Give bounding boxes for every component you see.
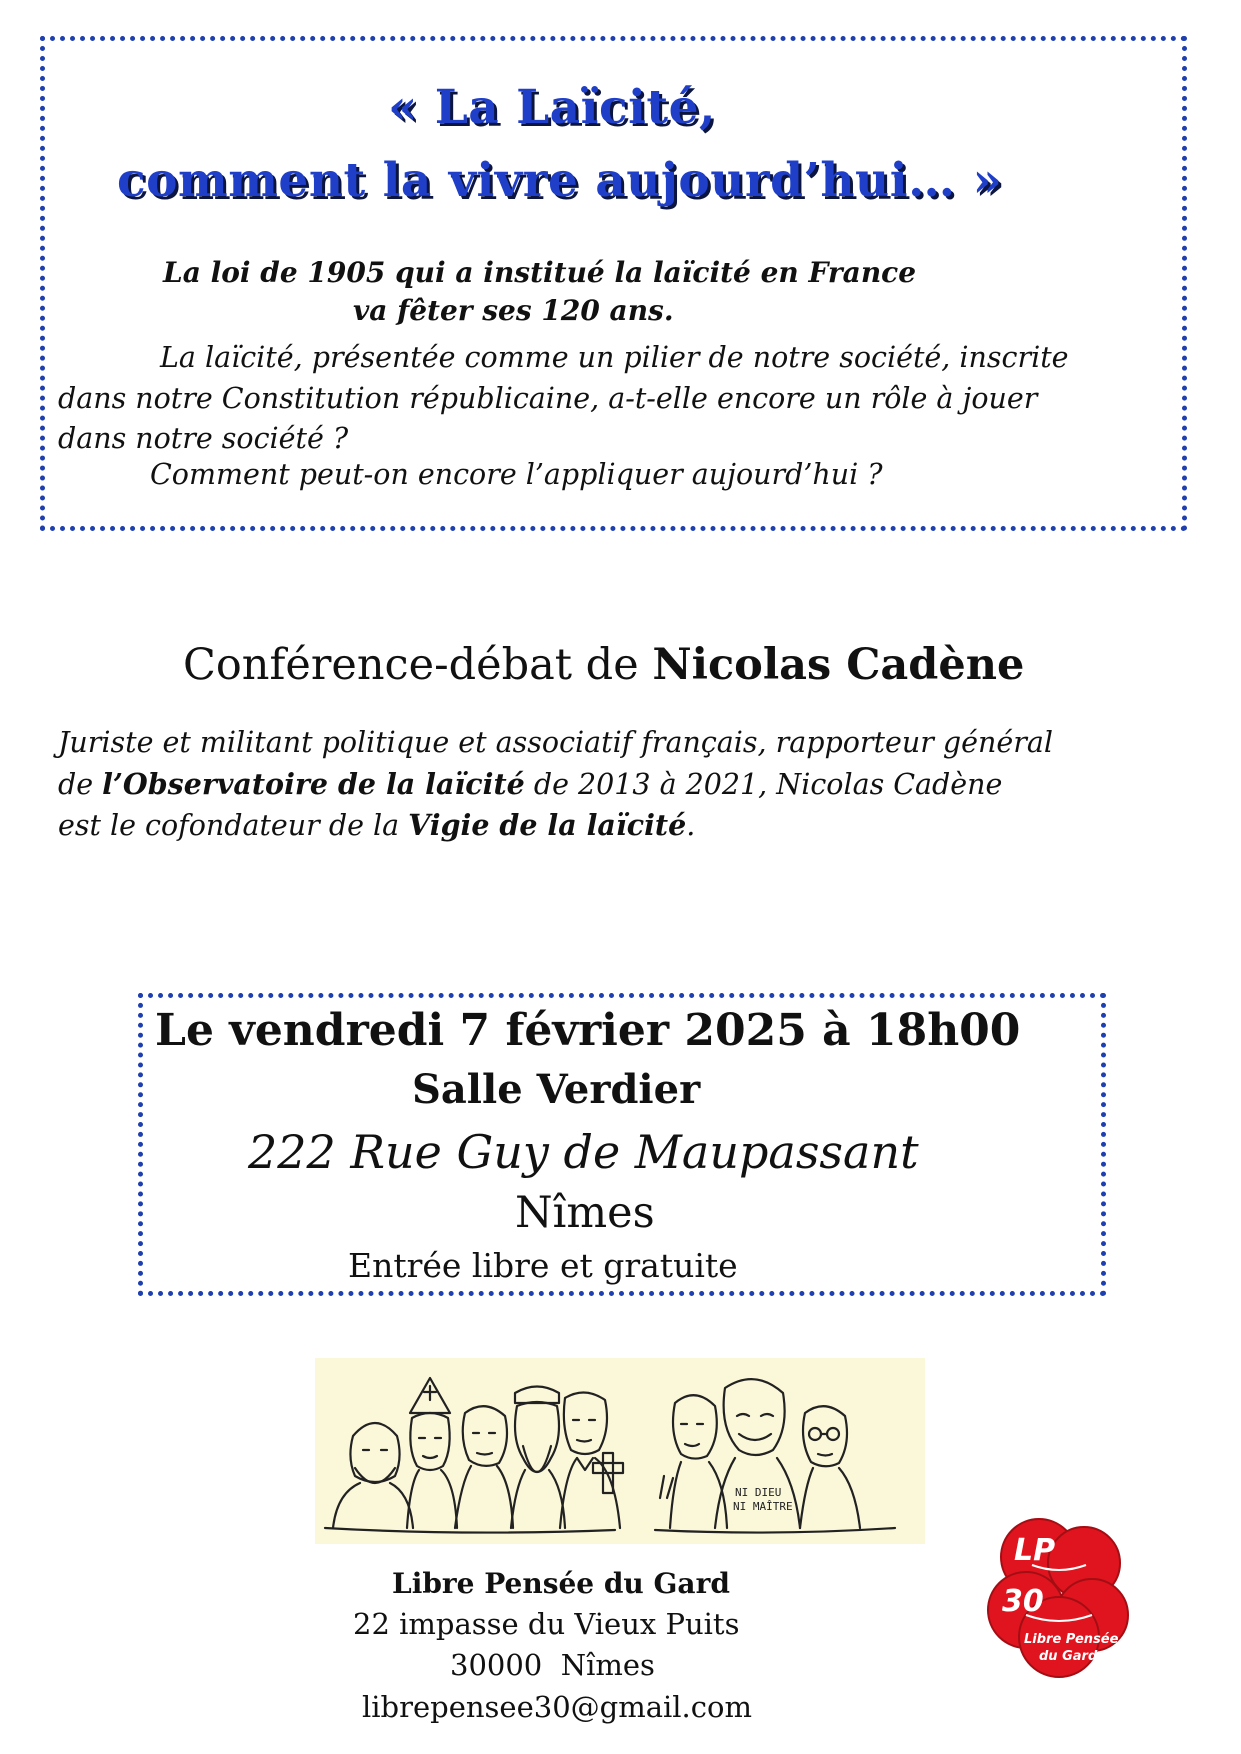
pansy-logo-icon — [984, 1515, 1134, 1680]
event-date: Le vendredi 7 février 2025 à 18h00 — [155, 1005, 1021, 1056]
observatoire-name: l’Observatoire de la laïcité — [102, 766, 525, 801]
conference-prefix: Conférence-débat de — [183, 640, 653, 690]
bio-line — [58, 764, 1188, 806]
organization-address-line2: 30000 Nîmes — [450, 1648, 655, 1682]
page-title-line2: comment la vivre aujourd’hui… » — [117, 153, 1003, 208]
organization-name: Libre Pensée du Gard — [392, 1567, 730, 1600]
event-city: Nîmes — [515, 1188, 655, 1238]
intro-paragraph-line: La laïcité, présentée comme un pilier de notre société, inscrite — [160, 341, 1069, 374]
conference-heading — [183, 640, 1024, 690]
intro-question: Comment peut-on encore l’appliquer aujourd’hui ? — [150, 458, 883, 491]
event-entry: Entrée libre et gratuite — [348, 1246, 738, 1285]
logo-line3: Libre Pensée — [1024, 1632, 1119, 1647]
intro-paragraph — [58, 338, 1173, 460]
event-hall: Salle Verdier — [412, 1066, 701, 1113]
bio-text: est le cofondateur de la — [58, 809, 409, 842]
bio-text: de 2013 à 2021, Nicolas Cadène — [524, 767, 1003, 801]
speaker-bio — [58, 722, 1188, 847]
bio-text: de — [58, 767, 103, 801]
shirt-text-line1: NI DIEU — [735, 1486, 782, 1499]
cartoon-illustration — [315, 1358, 925, 1544]
intro-line2: va fêter ses 120 ans. — [353, 294, 674, 327]
bio-line — [58, 805, 1188, 847]
intro-paragraph-line: dans notre Constitution républicaine, a-t-elle encore un rôle à jouer — [58, 381, 1038, 415]
organization-address-line1: 22 impasse du Vieux Puits — [353, 1607, 740, 1641]
organization-email: librepensee30@gmail.com — [362, 1690, 752, 1724]
libre-pensee-logo — [984, 1515, 1134, 1680]
logo-line2: 30 — [1002, 1584, 1044, 1619]
page-title-line1: « La Laïcité, — [388, 80, 716, 135]
vigie-name: Vigie de la laïcité — [408, 808, 687, 842]
intro-line1: La loi de 1905 qui a institué la laïcité en France — [163, 256, 917, 289]
event-street: 222 Rue Guy de Maupassant — [248, 1125, 919, 1179]
intro-paragraph-line: dans notre société ? — [58, 422, 349, 455]
cartoon-drawing — [315, 1358, 925, 1544]
logo-line4: du Gard — [1039, 1649, 1098, 1664]
bio-text: . — [686, 809, 696, 842]
bio-line: Juriste et militant politique et associatif français, rapporteur général — [58, 726, 1053, 759]
logo-line1: LP — [1014, 1533, 1056, 1568]
speaker-name: Nicolas Cadène — [652, 640, 1025, 690]
shirt-text-line2: NI MAÎTRE — [733, 1500, 793, 1513]
